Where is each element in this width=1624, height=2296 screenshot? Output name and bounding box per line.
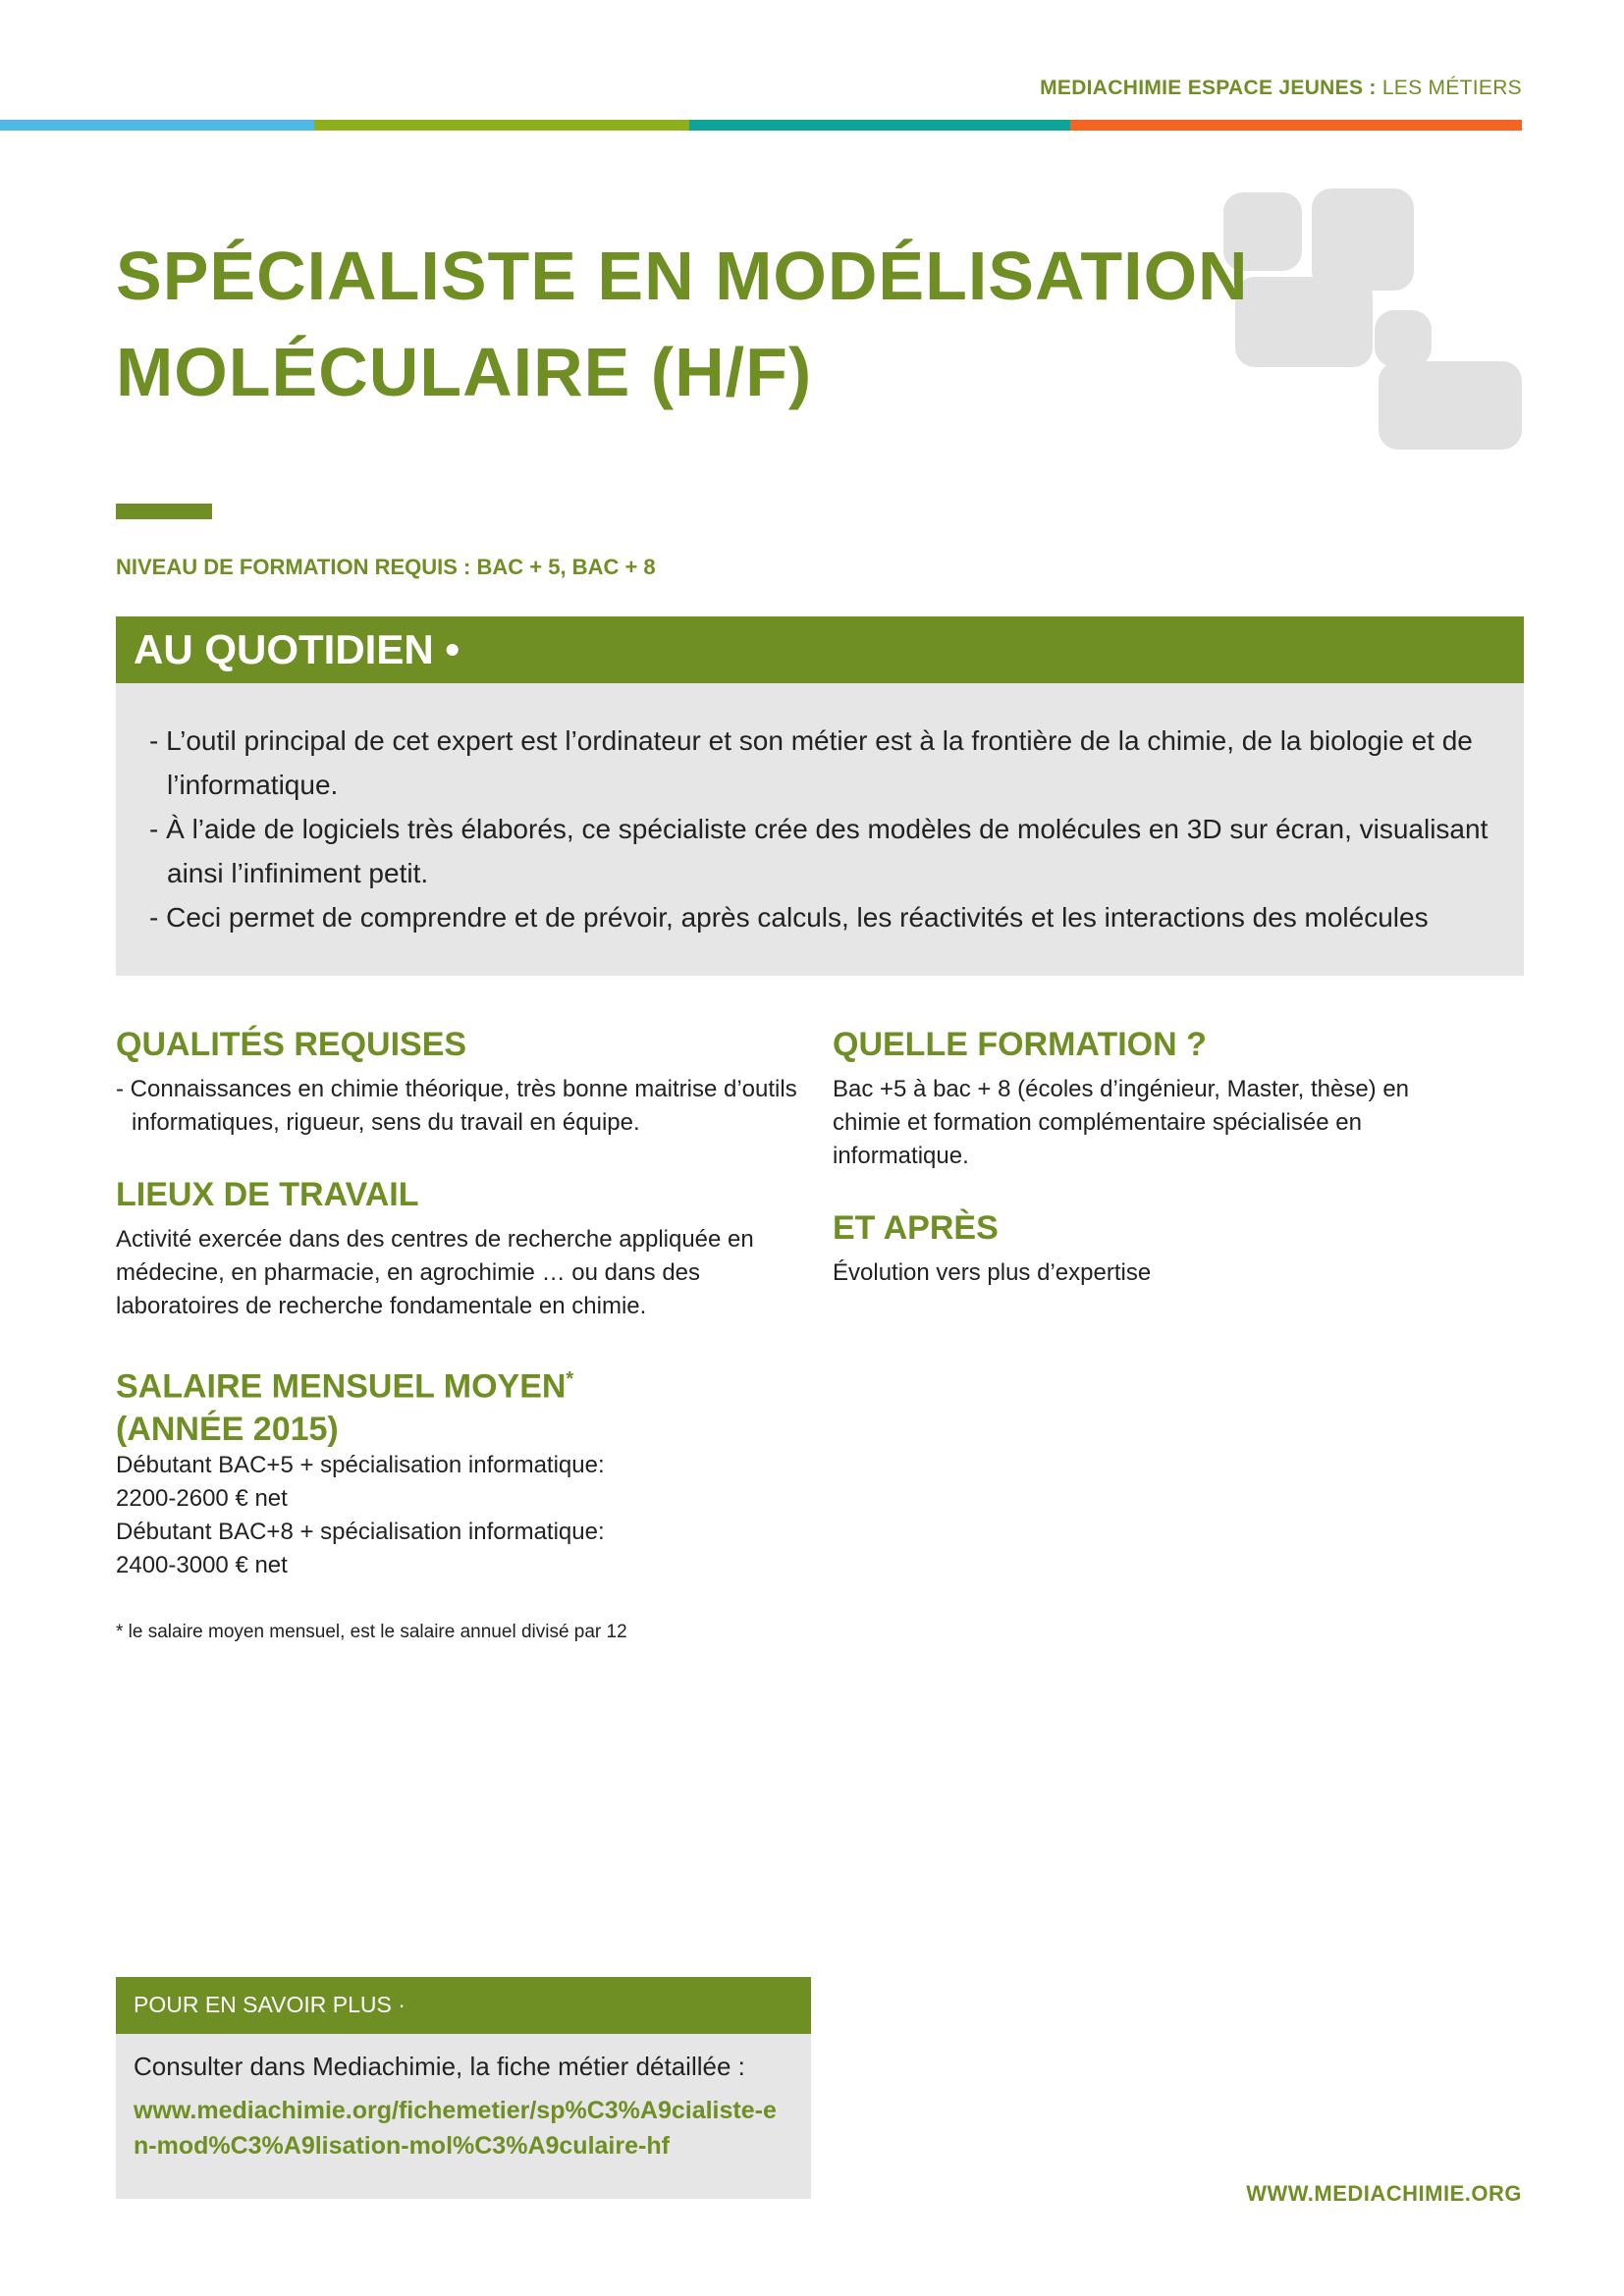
- plus-header: [116, 1977, 811, 2034]
- quotidien-header: [116, 616, 1524, 683]
- quotidien-list: [149, 719, 1504, 939]
- title-line-1: SPÉCIALISTE EN MODÉLISATION: [116, 238, 1249, 314]
- formation-heading: QUELLE FORMATION ?: [833, 1026, 1207, 1063]
- decorative-square: [1312, 188, 1414, 291]
- plus-panel: [116, 2034, 811, 2199]
- plus-text: Consulter dans Mediachimie, la fiche métier détaillée :: [134, 2052, 745, 2081]
- header-section: LES MÉTIERS: [1376, 77, 1522, 99]
- stripe-green: [314, 120, 689, 131]
- salaire-line: Débutant BAC+5 + spécialisation informatique:: [116, 1452, 605, 1478]
- decorative-square: [1379, 361, 1522, 450]
- lieux-heading: LIEUX DE TRAVAIL: [116, 1176, 419, 1213]
- formation-text: Bac +5 à bac + 8 (écoles d’ingénieur, Master, thèse) en chimie et formation complémentaire spécialisée en informatique.: [833, 1076, 1410, 1169]
- list-item: - L’outil principal de cet expert est l’ordinateur et son métier est à la frontière de la chimie, de la biologie et de l’informatique.: [149, 719, 1504, 807]
- lieux-text: Activité exercée dans des centres de recherche appliquée en médecine, en pharmacie, en agrochimie … ou dans des laboratoires de recherche fondamentale en chimie.: [116, 1226, 754, 1319]
- fiche-metier-link[interactable]: www.mediachimie.org/fichemetier/sp%C3%A9cialiste-en-mod%C3%A9lisation-mol%C3%A9culaire-hf: [134, 2097, 777, 2160]
- header-label: [1040, 77, 1522, 100]
- salaire-line: 2200-2600 € net: [116, 1485, 288, 1512]
- salaire-line: 2400-3000 € net: [116, 1552, 288, 1578]
- stripe-blue: [0, 120, 314, 131]
- page-title: [116, 228, 1274, 420]
- list-item: - Ceci permet de comprendre et de prévoir, après calculs, les réactivités et les interactions des molécules: [149, 895, 1504, 939]
- apres-heading: ET APRÈS: [833, 1209, 999, 1247]
- header-brand: MEDIACHIMIE ESPACE JEUNES :: [1040, 77, 1377, 99]
- salaire-heading: [116, 1358, 705, 1451]
- salaire-line: Débutant BAC+8 + spécialisation informatique:: [116, 1519, 605, 1545]
- salaire-heading-line-2: (ANNÉE 2015): [116, 1411, 339, 1449]
- site-url-link[interactable]: WWW.MEDIACHIMIE.ORG: [1246, 2181, 1522, 2206]
- quotidien-heading: AU QUOTIDIEN •: [134, 626, 460, 672]
- plus-heading: POUR EN SAVOIR PLUS ·: [134, 1992, 406, 2017]
- apres-text: Évolution vers plus d’expertise: [833, 1259, 1152, 1286]
- salaire-heading-line-1: SALAIRE MENSUEL MOYEN: [116, 1367, 567, 1406]
- salaire-footnote: * le salaire moyen mensuel, est le salaire annuel divisé par 12: [116, 1622, 627, 1642]
- title-rule: [116, 504, 212, 519]
- title-line-2: MOLÉCULAIRE (H/F): [116, 334, 813, 410]
- list-item: - À l’aide de logiciels très élaborés, ce spécialiste crée des modèles de molécules en 3D sur écran, visualisant ainsi l’infiniment petit.: [149, 807, 1504, 895]
- stripe-teal: [689, 120, 1070, 131]
- salaire-footnote-mark: *: [566, 1368, 574, 1390]
- stripe-orange: [1070, 120, 1522, 131]
- qualites-heading: QUALITÉS REQUISES: [116, 1026, 467, 1063]
- quotidien-panel: [116, 683, 1524, 976]
- salaire-text: [116, 1449, 803, 1582]
- decorative-square: [1375, 310, 1432, 367]
- qualites-text: - Connaissances en chimie théorique, très bonne maitrise d’outils informatiques, rigueur, sens du travail en équipe.: [116, 1076, 797, 1136]
- formation-level: NIVEAU DE FORMATION REQUIS : BAC + 5, BAC + 8: [116, 555, 656, 579]
